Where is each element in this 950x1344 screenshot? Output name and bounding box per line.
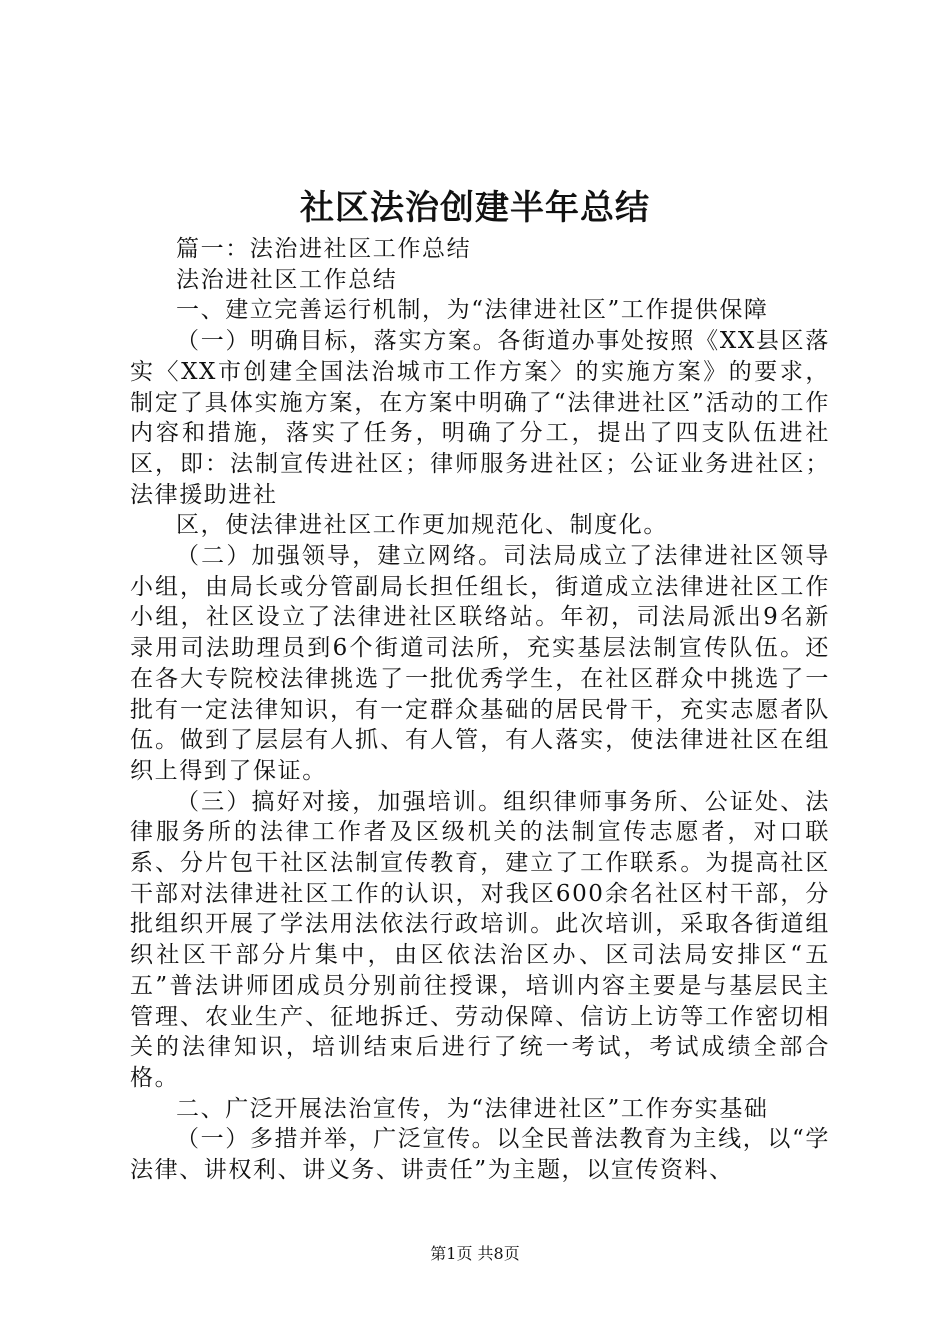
section-heading-2: 二、广泛开展法治宣传，为“法律进社区”工作夯实基础 bbox=[176, 1095, 769, 1122]
document-title: 社区法治创建半年总结 bbox=[300, 188, 650, 228]
page-footer: 第1页 共8页 bbox=[430, 1244, 520, 1263]
paragraph-continuation: 区，使法律进社区工作更加规范化、制度化。 bbox=[176, 512, 668, 539]
paragraph-subtitle-2: 法治进社区工作总结 bbox=[176, 266, 398, 293]
document-body bbox=[130, 234, 830, 1186]
paragraph-item-3: （三）搞好对接，加强培训。组织律师事务所、公证处、法律服务所的法律工作者及区级机关的法制宣传志愿者，对口联系、分片包干社区法制宣传教育，建立了工作联系。为提高社区干部对法律进社区工作的认识，对我区600余名社区村干部，分批组织开展了学法用法依法行政培训。此次培训，采取各街道组织社区干部分片集中，由区依法治区办、区司法局安排区“五五”普法讲师团成员分别前往授课，培训内容主要是与基层民主管理、农业生产、征地拆迁、劳动保障、信访上访等工作密切相关的法律知识，培训结束后进行了统一考试，考试成绩全部合格。 bbox=[130, 788, 830, 1091]
paragraph-subtitle-1: 篇一：法治进社区工作总结 bbox=[176, 236, 472, 262]
paragraph-item-1: （一）明确目标，落实方案。各街道办事处按照《XX县区落实〈XX市创建全国法治城市工作方案〉的实施方案》的要求，制定了具体实施方案，在方案中明确了“法律进社区”活动的工作内容和措施，落实了任务，明确了分工，提出了四支队伍进社区，即：法制宣传进社区；律师服务进社区；公证业务进社区；法律援助进社 bbox=[130, 328, 830, 508]
paragraph-item-2: （二）加强领导，建立网络。司法局成立了法律进社区领导小组，由局长或分管副局长担任组长，街道成立法律进社区工作小组，社区设立了法律进社区联络站。年初，司法局派出9名新录用司法助理员到6个街道司法所，充实基层法制宣传队伍。还在各大专院校法律挑选了一批优秀学生，在社区群众中挑选了一批有一定法律知识，有一定群众基础的居民骨干，充实志愿者队伍。做到了层层有人抓、有人管，有人落实，使法律进社区在组织上得到了保证。 bbox=[130, 543, 830, 784]
paragraph-item-4: （一）多措并举，广泛宣传。以全民普法教育为主线，以“学法律、讲权利、讲义务、讲责任”为主题，以宣传资料、 bbox=[130, 1126, 830, 1184]
section-heading-1: 一、建立完善运行机制，为“法律进社区”工作提供保障 bbox=[176, 297, 769, 324]
